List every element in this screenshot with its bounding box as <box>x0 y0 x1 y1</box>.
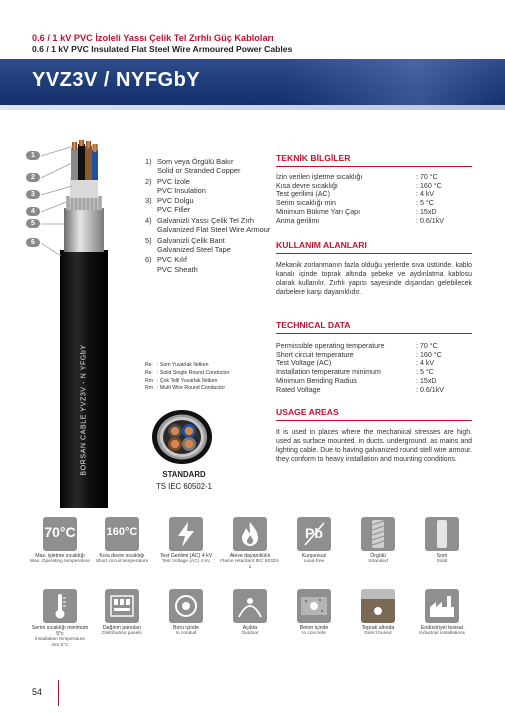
icon-test-voltage: Test Gerilimi (AC) 4 kV Test Voltage (AC) 4 kV <box>156 517 216 565</box>
steel-tape <box>64 208 104 252</box>
spec-row: Permissible operating temperature : 70 °C <box>276 342 438 350</box>
buried-icon <box>361 589 395 623</box>
spec-row: Short circuit temperature : 160 °C <box>276 350 442 359</box>
pvc-filler <box>70 178 98 198</box>
marker-6: 6 <box>26 238 40 247</box>
icon-in-concrete: Beton içinde In concrete <box>284 589 344 637</box>
outdoor-icon <box>233 589 267 623</box>
usage-en-text: It is used in places where the mechanical stresses are high. used as surface mounted. in ducts. underground. as mains and lighting cable. Due to having galvanized round stell wire armour. they conform to heavy installation and mounting conditions. <box>276 429 472 463</box>
spec-row: Anma gerilimi : 0.6/1kV <box>276 216 444 225</box>
page-number: 54 <box>32 687 43 697</box>
section-divider <box>276 253 472 254</box>
spec-list-tr <box>276 173 472 225</box>
conductor-legend <box>145 362 229 393</box>
tech-tr-section <box>276 153 472 225</box>
lightning-icon <box>169 517 203 551</box>
icon-stranded: Örgülü Stranded <box>348 517 408 565</box>
title-turkish: 0.6 / 1 kV PVC İzoleli Yassı Çelik Tel Zırhlı Güç Kabloları <box>32 33 274 43</box>
icon-flame-retardant: Aleve dayanıklılık Flame retardant IEC 60332-1 <box>220 517 280 571</box>
icon-outdoor: Açıkta Outdoor <box>220 589 280 637</box>
list-item: 6) PVC Kılıf PVC Sheath <box>145 255 198 274</box>
section-divider <box>276 420 472 421</box>
icon-max-temperature: 70°C Max. işletme sıcaklığı Max. Operating temperature <box>30 517 90 565</box>
icon-in-conduit: Boru içinde In conduit <box>156 589 216 637</box>
thermometer-icon: 70°C <box>44 524 76 540</box>
list-item: 4) Galvanizli Yassı Çelik Tel Zırh Galvanized Flat Steel Wire Armour <box>145 216 271 235</box>
spec-row: Rated Voltage : 0.6/1kV <box>276 385 444 394</box>
spec-row: Minimum Bending Radius : 15xD <box>276 376 437 385</box>
marker-5: 5 <box>26 219 40 228</box>
section-title-tech-en: TECHNICAL DATA <box>276 320 351 330</box>
usage-tr-section <box>276 240 472 298</box>
parts-list <box>145 157 285 275</box>
thermometer-icon <box>43 589 77 623</box>
list-item: 5) Galvanizli Çelik Bant Galvanized Steel Tape <box>145 235 231 254</box>
icon-short-circuit: 160°C Kısa devre sıcaklığı Short circuit temperature <box>92 517 152 565</box>
steel-wires <box>66 196 102 210</box>
usage-en-section <box>276 407 472 465</box>
spec-row: Serim sıcaklığı min : 5 °C <box>276 199 434 208</box>
standard-box <box>124 470 244 491</box>
marker-2: 2 <box>26 173 40 182</box>
cross-section-drawing <box>150 408 214 466</box>
list-item: 3) PVC Dolgu PVC Filler <box>145 196 194 215</box>
legend-row: Rm : Çok Telli Yuvarlak İletken <box>145 377 218 384</box>
product-banner <box>0 59 505 105</box>
jacket-print: BORSAN CABLE YVZ3V - N YFGbY <box>80 344 88 476</box>
spec-row: Installation temperature minimum : 5 °C <box>276 368 434 377</box>
short-circuit-icon: 160°C <box>106 526 138 538</box>
section-divider <box>276 166 472 167</box>
marker-4: 4 <box>26 207 40 216</box>
marker-3: 3 <box>26 190 40 199</box>
spec-list-en <box>276 342 472 394</box>
cable-illustration <box>24 140 140 510</box>
spec-row: İzin verilen işletme sıcaklığı : 70 °C <box>276 173 438 181</box>
page-divider <box>58 680 59 706</box>
marker-1: 1 <box>26 151 40 160</box>
stranded-wire-icon <box>361 517 395 551</box>
jacket-print-wrap <box>70 320 98 500</box>
legend-row: Re : Solid Single Round Conductor <box>145 369 230 376</box>
spec-row: Kısa devre sıcaklığı : 160 °C <box>276 181 442 190</box>
conduit-icon <box>169 589 203 623</box>
section-title-usage-tr: KULLANIM ALANLARI <box>276 240 367 250</box>
strike-icon <box>297 517 331 551</box>
product-code: YVZ3V / NYFGbY <box>32 69 201 91</box>
title-english: 0.6 / 1 kV PVC Insulated Flat Steel Wire Armoured Power Cables <box>32 44 293 54</box>
concrete-icon <box>297 589 331 623</box>
panel-icon <box>105 589 139 623</box>
spec-row: Test Voltage (AC) : 4 kV <box>276 359 435 368</box>
flame-icon <box>233 517 267 551</box>
icon-industrial: Endüstriyel tesisat Industrial installations <box>412 589 472 637</box>
lead-free-icon: Pb <box>305 525 323 541</box>
cable-cross-section <box>150 408 214 466</box>
standard-value: TS IEC 60502-1 <box>156 482 212 491</box>
section-divider <box>276 333 472 334</box>
icon-solid: Som Solid <box>412 517 472 565</box>
icon-direct-buried: Toprak altında Direct buried <box>348 589 408 637</box>
list-item: 1) Som veya Örgülü Bakır Solid or Stranded Copper <box>145 157 241 176</box>
section-title-usage-en: USAGE AREAS <box>276 407 339 417</box>
spec-row: Minimum Bükme Yarı Çapı : 15xD <box>276 207 437 216</box>
icon-installation-temp: Serim sıcaklığı minimum 5°c Installation temperature min.5°C <box>30 589 90 649</box>
tech-en-section <box>276 320 472 394</box>
section-title-tech-tr: TEKNİK BİLGİLER <box>276 153 351 163</box>
legend-row: Re : Som Yuvarlak İletken <box>145 362 209 368</box>
solid-wire-icon <box>425 517 459 551</box>
spec-row: Test gerilimi (AC) : 4 kV <box>276 190 435 199</box>
icon-lead-free: Pb Kurşunsuz Lead-free <box>284 517 344 565</box>
usage-tr-text: Mekanik zorlanmanın fazla olduğu yerlerde sıva üstünde. kablo kanalı içinde toprak altında şebeke ve aydınlatma kablosu olarak kullanılır. Zırhlı yapısı sayesinde dışarıdan gelebilecek darbelere karşı dayanıklıdır. <box>276 262 472 296</box>
banner-glow <box>285 59 505 105</box>
icon-distribution-panels: Dağıtım panoları Distribution panels <box>92 589 152 637</box>
factory-icon <box>425 589 459 623</box>
banner-band <box>0 105 505 110</box>
legend-row: Rm : Multi Wire Round Conductor <box>145 385 226 392</box>
standard-label: STANDARD <box>162 470 206 479</box>
list-item: 2) PVC İzole PVC Insulation <box>145 176 206 195</box>
